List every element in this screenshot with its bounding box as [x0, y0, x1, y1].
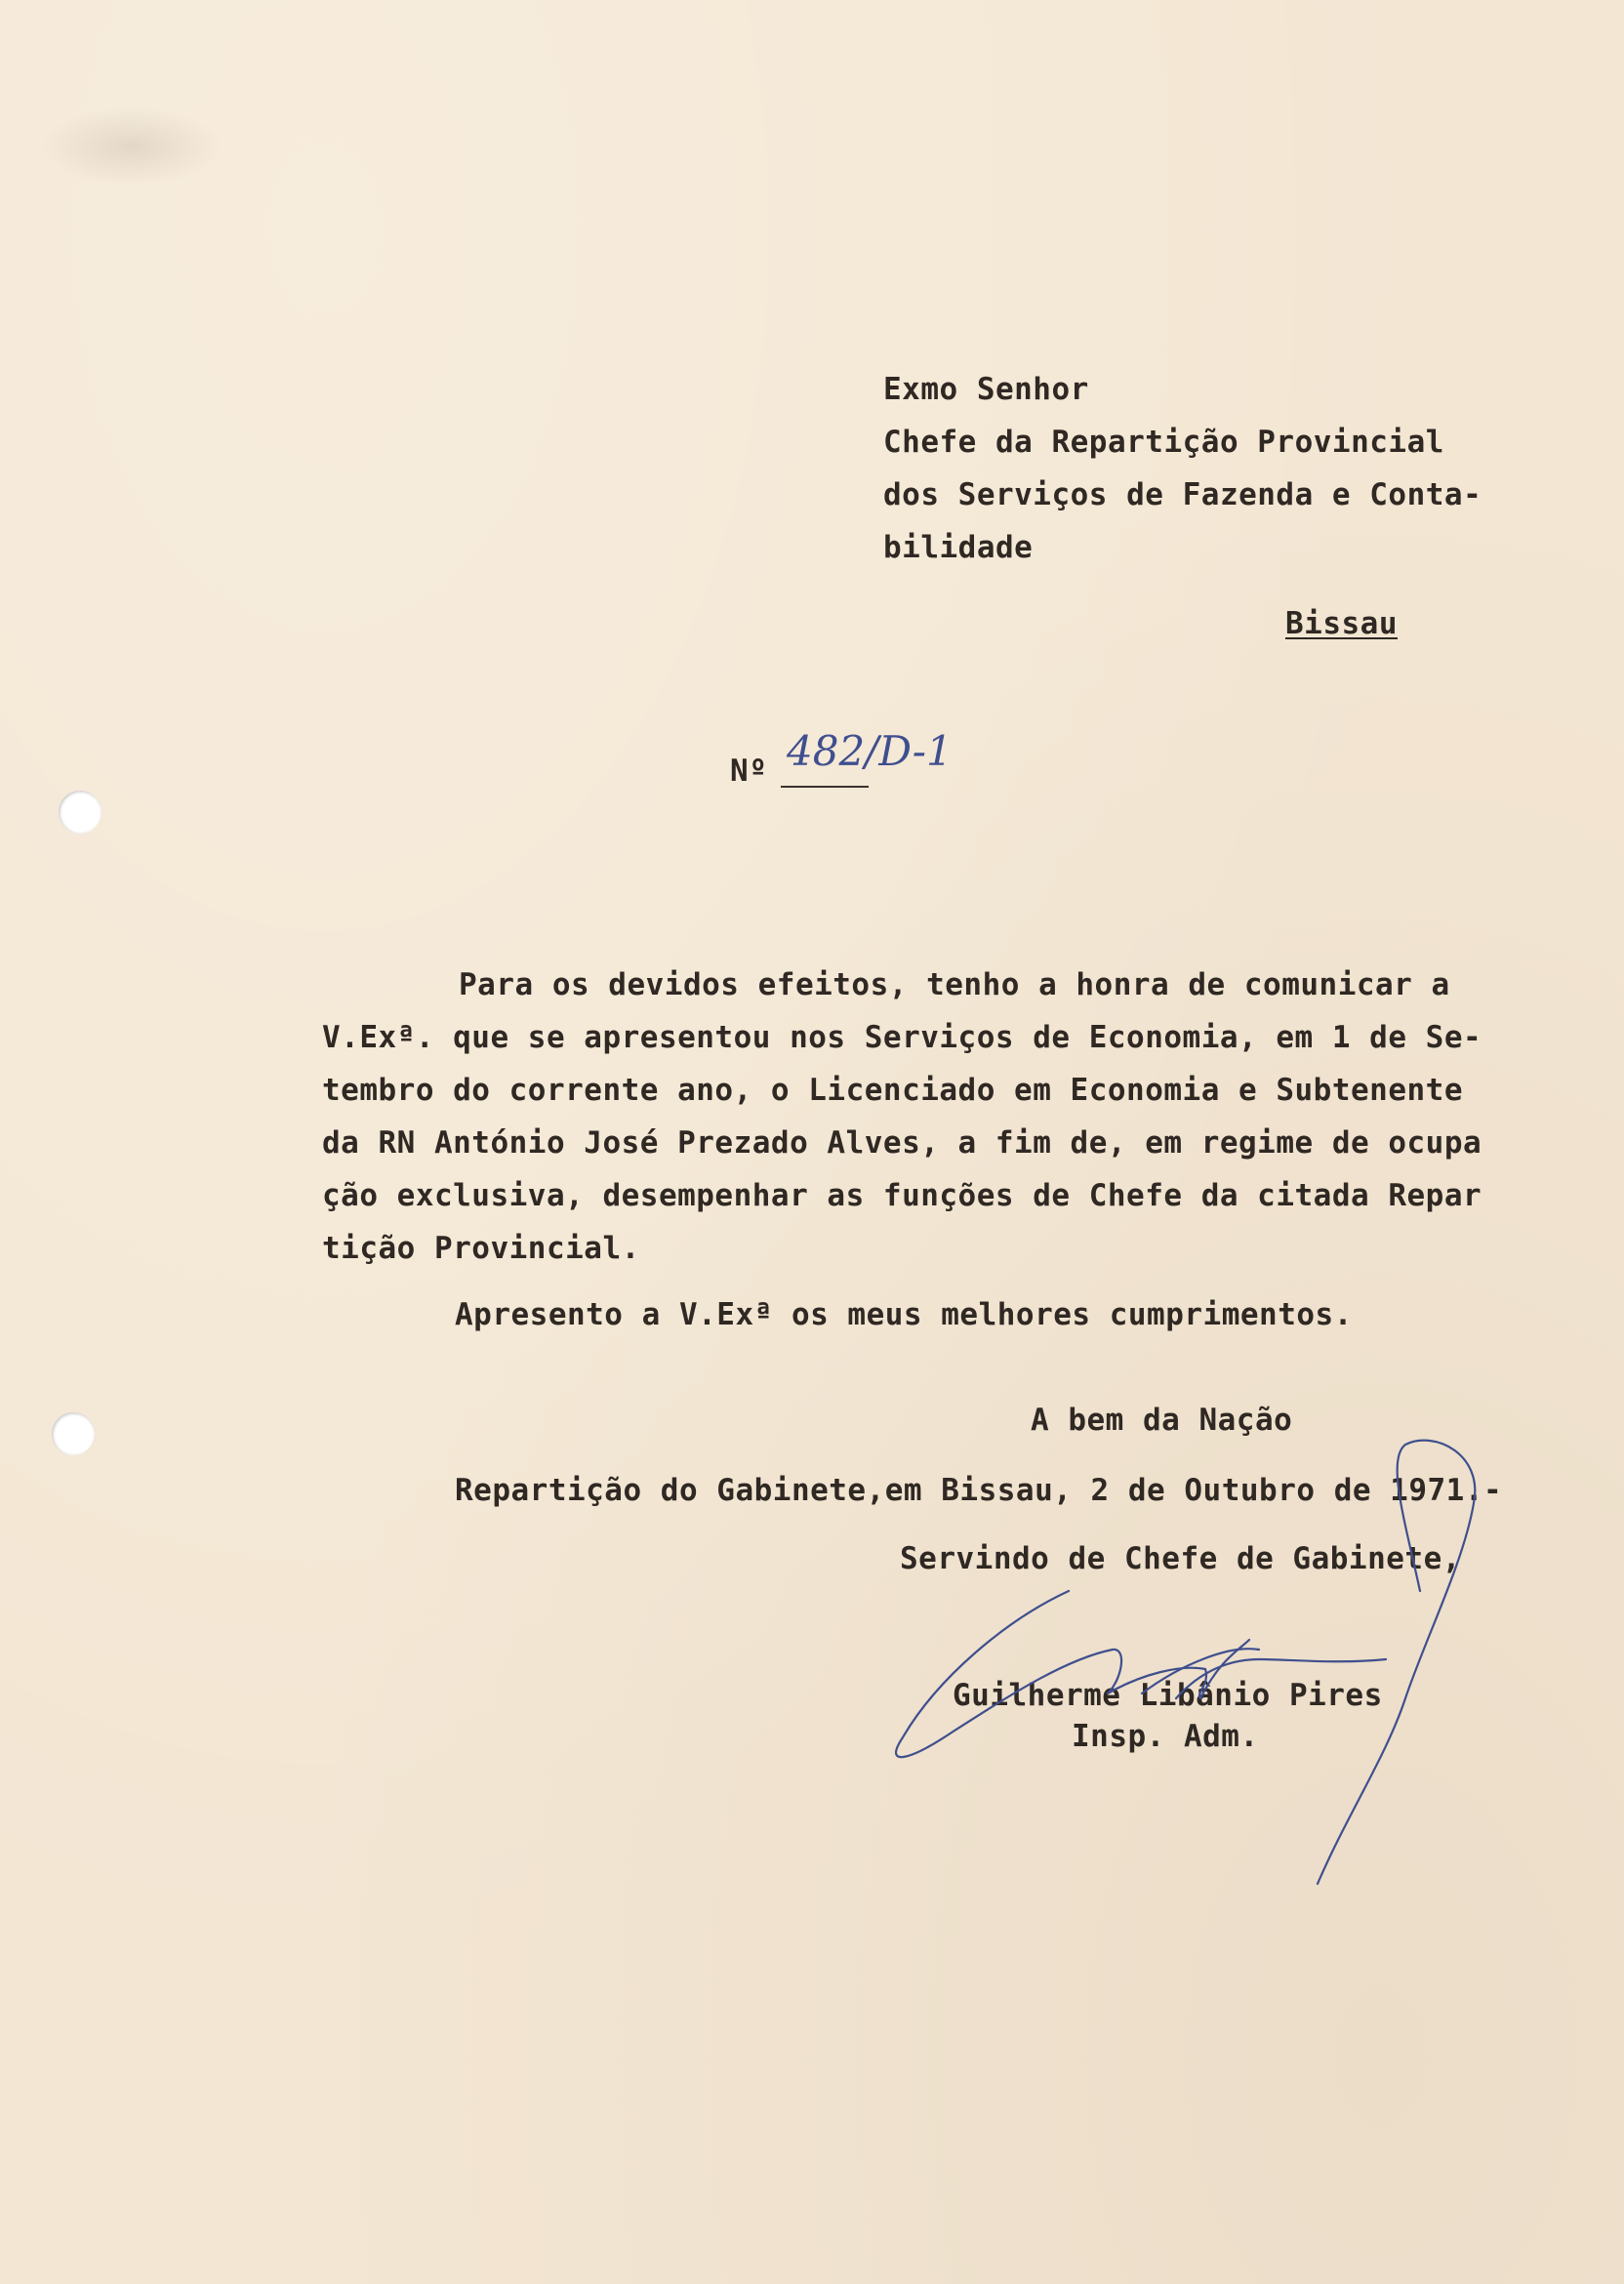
signatory-name: Guilherme Libânio Pires — [953, 1678, 1383, 1713]
body-line-4: da RN António José Prezado Alves, a fim de, em regime de ocupa — [322, 1125, 1482, 1161]
body-line-3: tembro do corrente ano, o Licenciado em Economia e Subtenente — [322, 1073, 1463, 1108]
body-line-1: Para os devidos efeitos, tenho a honra de comunicar a — [459, 967, 1450, 1002]
addressee-block — [883, 363, 1482, 574]
reference-number-label: Nº — [730, 754, 768, 789]
addressee-line-4: bilidade — [883, 530, 1034, 565]
body-line-5: ção exclusiva, desempenhar as funções de Chefe da citada Repar — [322, 1178, 1482, 1213]
serving-as-line: Servindo de Chefe de Gabinete, — [900, 1541, 1461, 1576]
addressee-line-2: Chefe da Repartição Provincial — [883, 425, 1444, 460]
punch-hole-top — [59, 791, 102, 834]
body-line-6: tição Provincial. — [322, 1231, 640, 1266]
addressee-city: Bissau — [1285, 606, 1398, 641]
place-and-date: Repartição do Gabinete,em Bissau, 2 de Outubro de 1971.- — [455, 1473, 1503, 1508]
reference-number-handwritten: 482/D-1 — [787, 727, 953, 775]
body-paragraph — [322, 958, 1482, 1275]
body-line-2: V.Exª. que se apresentou nos Serviços de Economia, em 1 de Se- — [322, 1020, 1482, 1055]
signatory-title: Insp. Adm. — [1072, 1719, 1259, 1754]
punch-hole-bottom — [52, 1412, 95, 1455]
addressee-line-3: dos Serviços de Fazenda e Conta- — [883, 477, 1482, 512]
closing-line: Apresento a V.Exª os meus melhores cumprimentos. — [455, 1297, 1353, 1332]
nation-salutation: A bem da Nação — [1031, 1403, 1293, 1438]
reference-number-underline — [781, 786, 869, 788]
addressee-line-1: Exmo Senhor — [883, 372, 1089, 407]
faint-stamp-mark — [39, 107, 224, 185]
